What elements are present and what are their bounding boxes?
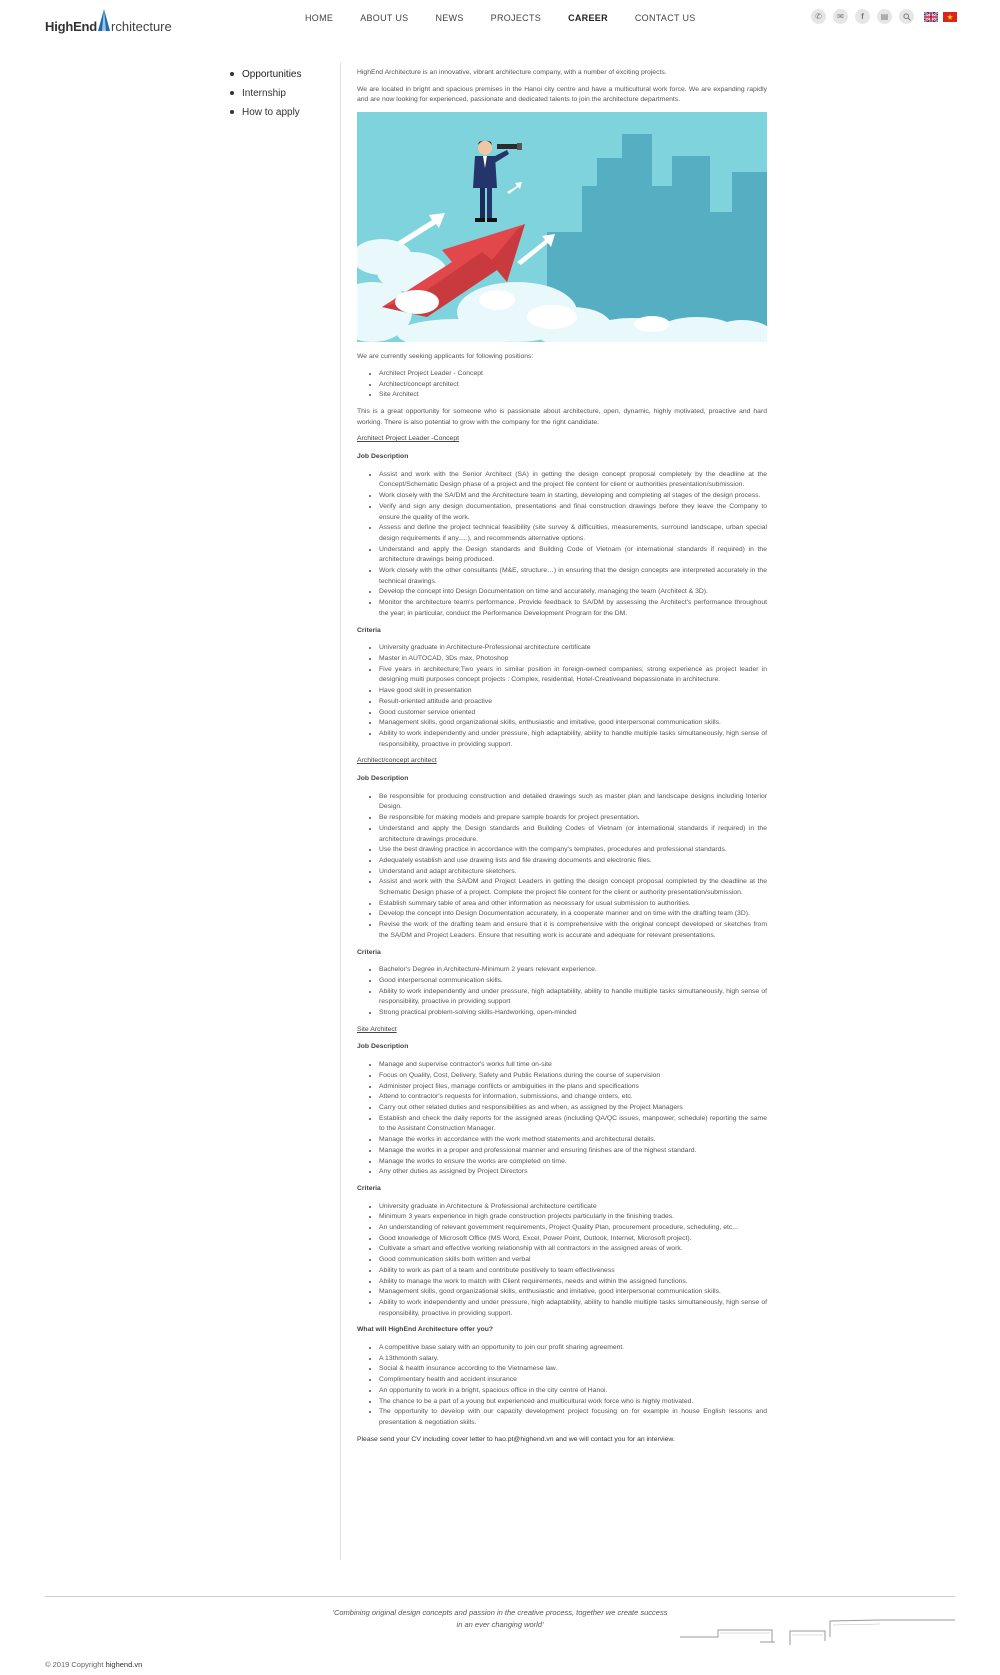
logo-mark-icon xyxy=(98,9,110,34)
position-item: • Site Architect xyxy=(379,390,767,401)
job-description-heading: Job Description xyxy=(357,453,409,461)
job-description-item: • Administer project files, manage conflicts or ambiguities in the plans and specifications xyxy=(379,1082,767,1093)
offer-item: • The opportunity to develop with our capacity development project focusing on for example in house English lessons and presentation & negotiation skills. xyxy=(379,1407,767,1428)
copyright xyxy=(45,1660,142,1669)
criteria-item: • An understanding of relevant government requirements, Project Quality Plan, procurement procedure, scheduling, etc... xyxy=(379,1223,767,1234)
criteria-item: • Minimum 3 years experience in high grade construction projects particularly in the finishing trades. xyxy=(379,1212,767,1223)
criteria-item: • University graduate in Architecture & Professional architecture certificate xyxy=(379,1202,767,1213)
offer-list xyxy=(357,1343,767,1429)
criteria-item: • Have good skill in presentation xyxy=(379,686,767,697)
job-description-item: • Manage the works to ensure the works are completed on time. xyxy=(379,1157,767,1168)
offer-item: • A 13thmonth salary. xyxy=(379,1354,767,1365)
criteria-list xyxy=(357,643,767,750)
job-description-item: • Establish and check the daily reports for the assigned areas (including QA/QC issues, manpower, schedule) reporting the same to the Assistant Construction Manager. xyxy=(379,1114,767,1135)
copyright-text: © 2019 Copyright xyxy=(45,1660,104,1669)
job-description-item: • Revise the work of the drafting team and ensure that it is comprehensive with the original concept developed or sketches from the SA/DM and Project Leaders. Ensure that resulting work is accurate and adequate for relevant presentations. xyxy=(379,920,767,941)
job-description-item: • Understand and apply the Design standards and Building Codes of Vietnam (or international standards if required) in the architecture drawings procedure. xyxy=(379,824,767,845)
criteria-item: • Ability to work as part of a team and contribute positively to team effectiveness xyxy=(379,1266,767,1277)
job-description-item: • Assist and work with the Senior Architect (SA) in getting the design concept proposal completely by the deadline at the Concept/Schematic Design phase of a project and the project file content for client or authorities presentation/submission. xyxy=(379,470,767,491)
job-description-item: • Develop the concept into Design Documentation on time and accurately, managing the team (Architect & 3D). xyxy=(379,587,767,598)
mail-icon[interactable]: ✉ xyxy=(833,9,848,24)
nav-item-home[interactable]: HOME xyxy=(305,13,334,23)
criteria-item: • Management skills, good organizational skills, enthusiastic and imitative, good interpersonal communication skills. xyxy=(379,1287,767,1298)
position-item: • Architect/concept architect xyxy=(379,380,767,391)
criteria-item: • Result-oriented attitude and proactive xyxy=(379,697,767,708)
sidebar-divider xyxy=(340,62,341,1560)
header-icons xyxy=(811,9,959,24)
nav-item-career[interactable]: CAREER xyxy=(568,13,608,23)
job-description-item: • Be responsible for making models and prepare sample boards for project presentation. xyxy=(379,813,767,824)
site-header xyxy=(0,0,1000,40)
job-description-item: • Establish summary table of area and other information as necessary for usual submission to authorities. xyxy=(379,899,767,910)
footer-divider xyxy=(45,1596,955,1597)
job-description-item: • Assist and work with the SA/DM and Project Leaders in getting the design concept proposal completed by the deadline at the Schematic Design phase of a project. Complete the project file content for the client or authority presentation/submission. xyxy=(379,877,767,898)
job-description-list xyxy=(357,792,767,942)
job-description-item: • Use the best drawing practice in accordance with the company's templates, procedures and professional standards. xyxy=(379,845,767,856)
footer-quote xyxy=(300,1607,700,1631)
criteria-item: • Strong practical problem-solving skills-Hardworking, open-minded xyxy=(379,1008,767,1019)
job-description-item: • Develop the concept into Design Documentation accurately, in a cooperate manner and on time with the drafting team (3D). xyxy=(379,909,767,920)
footer-sketch-decoration xyxy=(680,1617,955,1647)
offer-item: • The chance to be a part of a young but experienced and multicultural work force who is highly motivated. xyxy=(379,1397,767,1408)
criteria-item: • Cultivate a smart and effective working relationship with all contractors in the assigned areas of work. xyxy=(379,1244,767,1255)
criteria-item: • Ability to work independently and under pressure, high adaptability, ability to handle multiple tasks simultaneously, high sense of responsibility, proactive in providing support xyxy=(379,987,767,1008)
job-description-item: • Focus on Quality, Cost, Delivery, Safety and Public Relations during the course of supervision xyxy=(379,1071,767,1082)
criteria-heading: Criteria xyxy=(357,1184,381,1192)
criteria-item: • Good knowledge of Microsoft Office (MS Word, Excel, Power Point, Outlook, Internet, Microsoft project). xyxy=(379,1234,767,1245)
job-description-item: • Monitor the architecture team's performance. Provide feedback to SA/DM by assessing the Architect's performance throughout the year; in particular, conduct the Performance Development Program for the DM. xyxy=(379,598,767,619)
vn-flag-icon[interactable] xyxy=(943,12,957,22)
job-description-item: • Attend to contractor's requests for information, submissions, and change orders, etc. xyxy=(379,1092,767,1103)
positions-list xyxy=(357,369,767,401)
sidebar-item-how-to-apply[interactable]: How to apply xyxy=(230,106,301,125)
job-description-heading: Job Description xyxy=(357,775,409,783)
criteria-item: • Five years in architecture;Two years in similar position in foreign-owned companies; strong experience as project leader in designing multi purposes concept projects : Complex, residential, Hotel-Creativeand bepassionate in architecture. xyxy=(379,665,767,686)
job-description-item: • Manage the works in accordance with the work method statements and architectural details. xyxy=(379,1135,767,1146)
opportunity-text: This is a great opportunity for someone who is passionate about architecture, open, dynamic, highly motivated, proactive and hard working. There is also potential to grow with the company for the right candidate. xyxy=(357,407,767,426)
intro-paragraph: HighEnd Architecture is an innovative, vibrant architecture company, with a number of exciting projects. xyxy=(357,69,667,76)
job-description-item: • Assess and define the project technical feasibility (site survey & difficulties, measurements, surround landscape, urban special design requirements if any.....), and recommends alternative options. xyxy=(379,523,767,544)
phone-icon[interactable]: ✆ xyxy=(811,9,826,24)
job-description-item: • Any other duties as assigned by Project Directors xyxy=(379,1167,767,1178)
job-description-item: • Manage the works in a proper and professional manner and ensuring finishes are of the highest standard. xyxy=(379,1146,767,1157)
intro-paragraph: We are located in bright and spacious premises in the Hanoi city centre and have a multicultural work force. We are expanding rapidly and are now looking for experienced, passionate and dedicated talents to join the architecture departments. xyxy=(357,85,767,104)
job-description-item: • Adequately establish and use drawing lists and file drawing documents and electronic files. xyxy=(379,856,767,867)
nav-item-about-us[interactable]: ABOUT US xyxy=(360,13,409,23)
criteria-list xyxy=(357,1202,767,1320)
sidebar-item-internship[interactable]: Internship xyxy=(230,87,301,106)
offer-item: • Social & health insurance according to the Vietnamese law. xyxy=(379,1364,767,1375)
closing-text: Please send your CV including cover letter to hao.pt@highend.vn and we will contact you for an interview. xyxy=(357,1435,675,1443)
search-icon[interactable] xyxy=(899,9,914,24)
job-description-item: • Work closely with the other consultants (M&E, structure…) in ensuring that the design concepts are interpreted accurately in the technical drawings. xyxy=(379,566,767,587)
offer-item: • An opportunity to work in a bright, spacious office in the city centre of Hanoi. xyxy=(379,1386,767,1397)
job-description-item: • Manage and supervise contractor's works full time on-site xyxy=(379,1060,767,1071)
logo-text-architecture: rchitecture xyxy=(111,19,172,34)
job-description-item: • Work closely with the SA/DM and the Architecture team in starting, developing and completing all stages of the design process. xyxy=(379,491,767,502)
job-description-item: • Understand and adapt architecture sketchers. xyxy=(379,867,767,878)
offer-item: • A competitive base salary with an opportunity to join our profit sharing agreement. xyxy=(379,1343,767,1354)
main-nav xyxy=(305,13,723,23)
criteria-heading: Criteria xyxy=(357,626,381,634)
logo-text-highend: HighEnd xyxy=(45,19,98,34)
job-description-heading: Job Description xyxy=(357,1043,409,1051)
career-hero-illustration xyxy=(357,112,767,342)
criteria-item: • Good interpersonal communication skills. xyxy=(379,976,767,987)
criteria-item: • Good customer service oriented xyxy=(379,708,767,719)
job-description-item: • Carry out other related duties and responsibilities as and when, as assigned by the Project Managers xyxy=(379,1103,767,1114)
career-sidebar xyxy=(230,68,301,125)
position-title[interactable]: Architect/concept architect xyxy=(357,757,437,765)
offer-item: • Complimentary health and accident insurance xyxy=(379,1375,767,1386)
criteria-item: • Master in AUTOCAD, 3Ds max, Photoshop xyxy=(379,654,767,665)
copyright-site-link[interactable]: highend.vn xyxy=(105,1660,143,1669)
criteria-item: • Bachelor's Degree in Architecture-Minimum 2 years relevant experience. xyxy=(379,965,767,976)
chat-icon[interactable]: ▤ xyxy=(877,9,892,24)
footer-quote-line: in an ever changing world' xyxy=(456,1620,544,1629)
offer-title: What will HighEnd Architecture offer you? xyxy=(357,1326,494,1334)
job-description-item: • Understand and apply the Design standards and Building Code of Vietnam (or international standards if required) in the architecture drawings being produced. xyxy=(379,545,767,566)
job-description-list xyxy=(357,1060,767,1178)
nav-item-contact-us[interactable]: CONTACT US xyxy=(634,13,696,23)
criteria-item: • Management skills, good organizational skills, enthusiastic and imitative, good interpersonal communication skills. xyxy=(379,718,767,729)
nav-item-news[interactable]: NEWS xyxy=(435,13,464,23)
criteria-item: • Ability to work independently and under pressure, high adaptability, ability to handle multiple tasks simultaneously, high sense of responsibility, proactive in providing support. xyxy=(379,1298,767,1319)
criteria-item: • Ability to manage the work to match with Client requirements, needs and within the assigned functions. xyxy=(379,1277,767,1288)
logo[interactable] xyxy=(45,8,172,34)
job-description-item: • Be responsible for producing construction and detailed drawings such as master plan and landscape designs including Interior Design. xyxy=(379,792,767,813)
sidebar-item-opportunities[interactable]: Opportunities xyxy=(230,68,301,87)
job-description-list xyxy=(357,470,767,620)
criteria-item: • University graduate in Architecture-Professional architecture certificate xyxy=(379,643,767,654)
seeking-text: We are currently seeking applicants for following positions: xyxy=(357,353,534,361)
criteria-item: • Good communication skills both written and verbal xyxy=(379,1255,767,1266)
position-item: • Architect Project Leader - Concept xyxy=(379,369,767,380)
nav-item-projects[interactable]: PROJECTS xyxy=(490,13,542,23)
criteria-heading: Criteria xyxy=(357,948,381,956)
facebook-icon[interactable]: f xyxy=(855,9,870,24)
career-content xyxy=(357,68,767,1451)
job-description-item: • Verify and sign any design documentation, presentations and final construction drawings before they leave the Company to ensure the quality of the work. xyxy=(379,502,767,523)
uk-flag-icon[interactable] xyxy=(924,12,938,22)
footer-quote-line: 'Combining original design concepts and passion in the creative process, together we create success xyxy=(332,1608,668,1617)
criteria-list xyxy=(357,965,767,1019)
criteria-item: • Ability to work independently and under pressure, high adaptability, ability to handle multiple tasks simultaneously, high sense of responsibility, proactive in providing support. xyxy=(379,729,767,750)
position-title[interactable]: Site Architect xyxy=(357,1025,397,1033)
position-title[interactable]: Architect Project Leader -Concept xyxy=(357,435,460,443)
